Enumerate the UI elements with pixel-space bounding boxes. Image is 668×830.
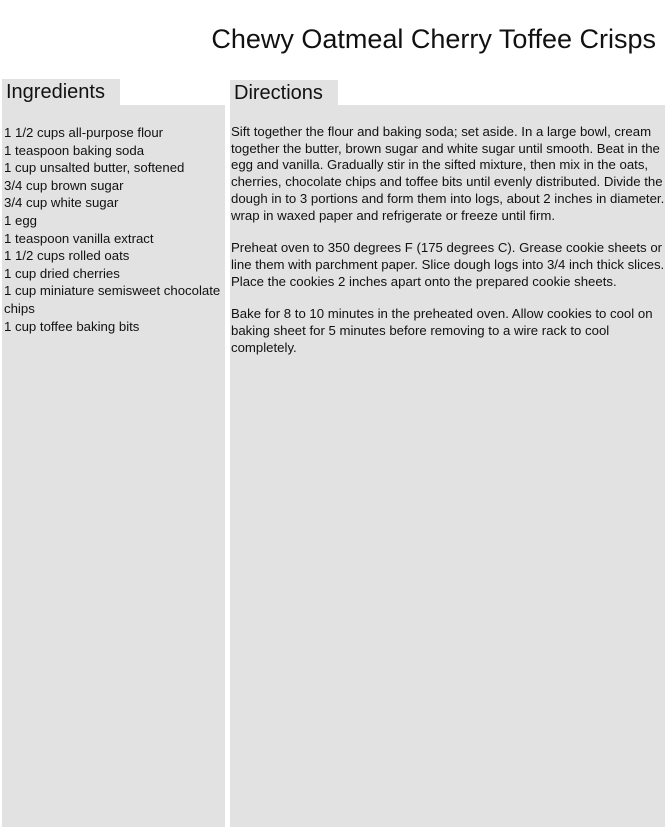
direction-step: Bake for 8 to 10 minutes in the preheated oven. Allow cookies to cool on baking sheet for 5 minutes before removing to a wire rack to cool completely. [231,306,653,355]
directions-text [231,124,665,372]
ingredient-item: 1 1/2 cups all-purpose flour [4,125,164,140]
ingredient-item: 3/4 cup brown sugar [4,177,124,193]
ingredient-item: 3/4 cup white sugar [4,195,119,211]
direction-step: Preheat oven to 350 degrees F (175 degrees C). Grease cookie sheets or line them with parchment paper. Slice dough logs into 3/4 inch thick slices. Place the cookies 2 inches apart onto the prepared cookie sheets. [231,240,665,289]
ingredients-list [4,124,222,335]
ingredients-heading: Ingredients [2,79,120,106]
directions-heading: Directions [230,80,338,107]
ingredient-item: 1 cup toffee baking bits [4,318,140,334]
direction-step: Sift together the flour and baking soda; set aside. In a large bowl, cream together the butter, brown sugar and white sugar until smooth. Beat in the egg and vanilla. Gradually stir in the sifted mixture, then mix in the oats, cherries, chocolate chips and toffee bits until evenly distributed. Divide the dough in to 3 portions and form them into logs, about 2 inches in diameter. wrap in waxed paper and refrigerate or freeze until firm. [231,124,665,223]
recipe-title: Chewy Oatmeal Cherry Toffee Crisps [211,24,656,54]
ingredient-item: 1 1/2 cups rolled oats [4,248,130,264]
ingredient-item: 1 egg [4,212,38,228]
ingredient-item: 1 cup unsalted butter, softened [4,160,185,176]
ingredient-item: 1 cup miniature semisweet chocolate chips [4,283,221,316]
ingredient-item: 1 teaspoon baking soda [4,142,145,158]
ingredient-item: 1 teaspoon vanilla extract [4,230,154,246]
ingredient-item: 1 cup dried cherries [4,265,120,281]
